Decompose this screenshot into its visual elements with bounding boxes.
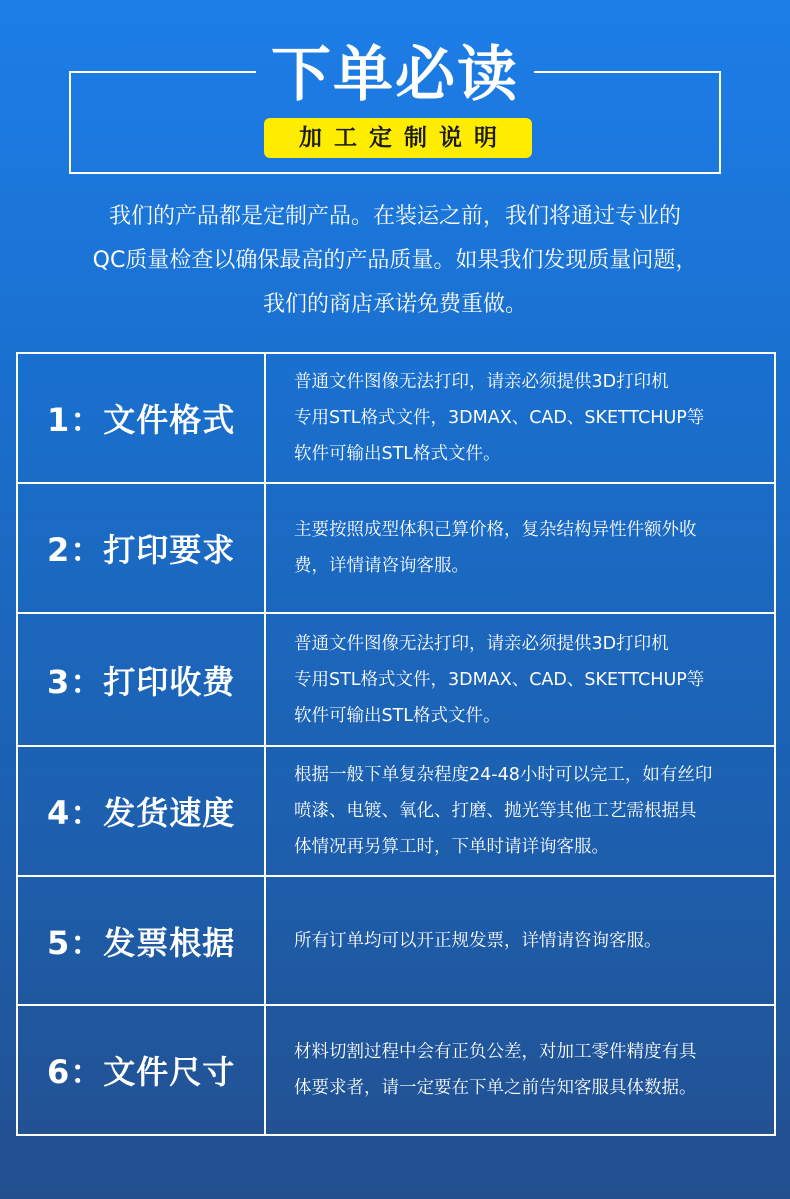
row-label: 5：发票根据 — [18, 877, 266, 1004]
description-line: 专用STL格式文件，3DMAX、CAD、SKETTCHUP等 — [294, 408, 705, 428]
row-description — [266, 1006, 774, 1134]
intro-paragraph — [20, 195, 770, 327]
row-label: 4：发货速度 — [18, 747, 266, 875]
description-line: 普通文件图像无法打印，请亲必须提供3D打印机 — [294, 372, 669, 392]
table-row-print-requirements — [18, 484, 774, 614]
description-line: 体情况再另算工时，下单时请详询客服。 — [294, 837, 609, 857]
description-line: 根据一般下单复杂程度24-48小时可以完工，如有丝印 — [294, 765, 713, 785]
row-description — [266, 484, 774, 612]
description-line: 专用STL格式文件，3DMAX、CAD、SKETTCHUP等 — [294, 669, 705, 690]
description-line: 喷漆、电镀、氧化、打磨、抛光等其他工艺需根据具 — [294, 801, 697, 821]
table-row-invoice — [18, 877, 774, 1006]
description-line: 普通文件图像无法打印，请亲必须提供3D打印机 — [294, 633, 669, 654]
description-line: 体要求者，请一定要在下单之前告知客服具体数据。 — [294, 1078, 697, 1098]
row-description — [266, 354, 774, 482]
description-line: 所有订单均可以开正规发票，详情请咨询客服。 — [294, 930, 662, 951]
row-label: 2：打印要求 — [18, 484, 266, 612]
row-description — [266, 877, 774, 1004]
page-title: 下单必读 — [271, 40, 519, 110]
description-line: 软件可输出STL格式文件。 — [294, 705, 501, 726]
subtitle-badge: 加工定制说明 — [264, 118, 532, 158]
description-line: 软件可输出STL格式文件。 — [294, 444, 501, 464]
intro-line: QC质量检查以确保最高的产品质量。如果我们发现质量问题， — [92, 248, 698, 273]
intro-line: 我们的商店承诺免费重做。 — [262, 292, 527, 317]
row-label: 1：文件格式 — [18, 354, 266, 482]
table-row-file-dimensions — [18, 1006, 774, 1134]
table-row-print-charges — [18, 614, 774, 747]
row-label: 3：打印收费 — [18, 614, 266, 745]
table-row-delivery-speed — [18, 747, 774, 877]
intro-line: 我们的产品都是定制产品。在装运之前，我们将通过专业的 — [108, 204, 681, 229]
info-table — [16, 352, 776, 1136]
row-description — [266, 614, 774, 745]
table-row-file-format — [18, 354, 774, 484]
row-description — [266, 747, 774, 875]
description-line: 费，详情请咨询客服。 — [294, 556, 469, 576]
description-line: 材料切割过程中会有正负公差，对加工零件精度有具 — [294, 1042, 697, 1062]
description-line: 主要按照成型体积己算价格，复杂结构异性件额外收 — [294, 520, 697, 540]
row-label: 6：文件尺寸 — [18, 1006, 266, 1134]
